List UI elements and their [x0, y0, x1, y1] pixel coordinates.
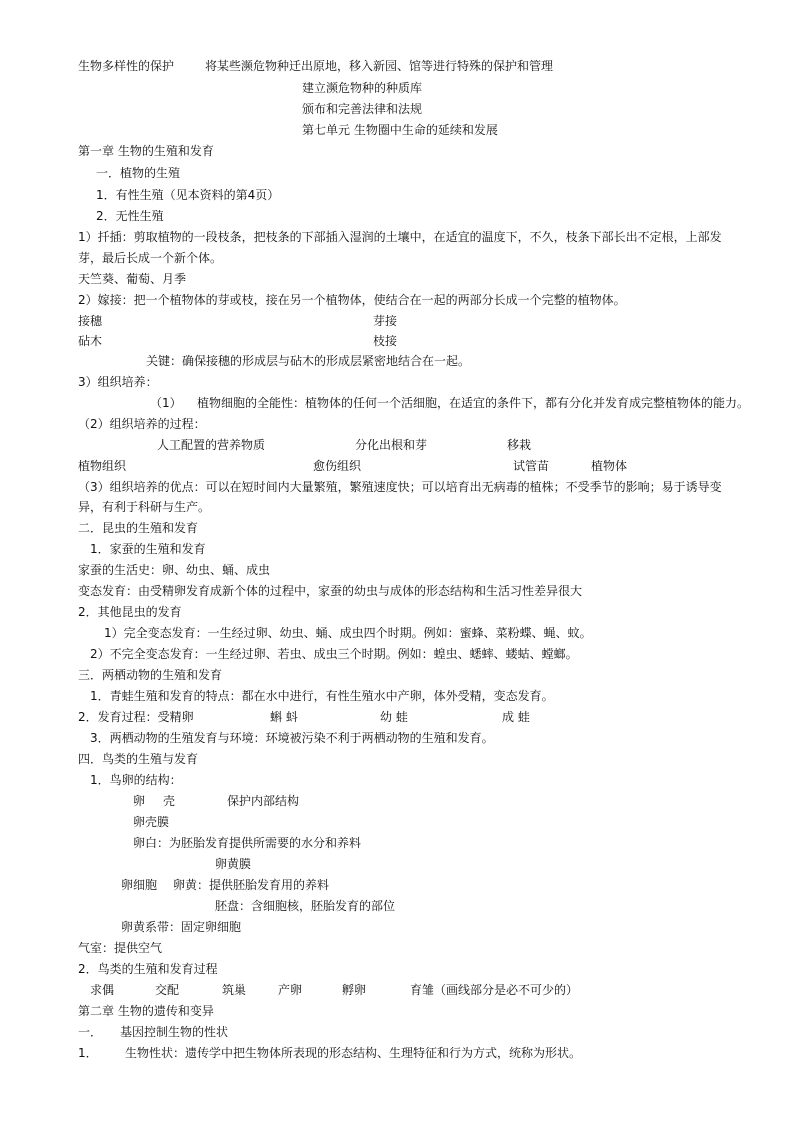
chapter-heading: 第一章 生物的生殖和发育: [78, 144, 214, 158]
text-line: 2．鸟类的生殖和发育过程: [78, 962, 218, 976]
text-line: 蝌 蚪: [270, 710, 298, 724]
section-heading: 一．植物的生殖: [96, 166, 181, 180]
text-line: 2．其他昆虫的发育: [78, 605, 182, 619]
text-line: 生物性状：遗传学中把生物体所表现的形态结构、生理特征和行为方式，统称为形状。: [125, 1046, 582, 1060]
text-line: 植物细胞的全能性：植物体的任何一个活细胞，在适宜的条件下，都有分化并发育成完整植物体的能力。: [197, 396, 750, 410]
text-line: （2）组织培养的过程：: [78, 417, 206, 431]
text-line: 1．家蚕的生殖和发育: [90, 542, 206, 556]
text-line: 一．: [78, 1025, 103, 1039]
text-line: 1．青蛙生殖和发育的特点：都在水中进行，有性生殖水中产卵，体外受精，变态发育。: [90, 689, 554, 703]
section-heading: 基因控制生物的性状: [120, 1025, 229, 1039]
text-line: 异，有利于科研与生产。: [78, 500, 211, 514]
section-heading: 二．昆虫的生殖和发育: [78, 521, 199, 535]
text-line: 移栽: [507, 438, 532, 452]
text-line: 胚盘：含细胞核，胚胎发育的部位: [215, 899, 396, 913]
text-line: 变态发育：由受精卵发育成新个体的过程中，家蚕的幼虫与成体的形态结构和生活习性差异很大: [78, 584, 583, 598]
text-line: 卵黄膜: [215, 857, 252, 871]
text-line: 3．两栖动物的生殖发育与环境：环境被污染不利于两栖动物的生殖和发育。: [90, 731, 494, 745]
text-line: 1）扦插：剪取植物的一段枝条，把枝条的下部插入湿润的土壤中，在适宜的温度下，不久，枝条下部长出不定根，上部发: [78, 230, 722, 244]
text-line: 建立濒危物种的种质库: [302, 81, 423, 95]
text-line: 产卵: [278, 983, 303, 997]
text-line: （3）组织培养的优点：可以在短时间内大量繁殖，繁殖速度快；可以培育出无病毒的植株；不受季节的影响；易于诱导变: [78, 480, 722, 494]
text-line: 人工配置的营养物质: [157, 438, 266, 452]
section-heading: 四．鸟类的生殖与发育: [78, 752, 199, 766]
text-line: 1）完全变态发育：一生经过卵、幼虫、蛹、成虫四个时期。例如：蜜蜂、菜粉蝶、蝇、蚊。: [104, 626, 592, 640]
text-line: 植物体: [591, 459, 628, 473]
text-line: 育雏（画线部分是必不可少的）: [410, 983, 579, 997]
text-line: 枝接: [373, 334, 398, 348]
text-line: 交配: [155, 983, 180, 997]
text-line: 卵壳膜: [133, 815, 170, 829]
text-line: 家蚕的生活史：卵、幼虫、蛹、成虫: [78, 563, 271, 577]
text-line: 3）组织培养：: [78, 375, 158, 389]
text-line: 植物组织: [78, 459, 127, 473]
text-line: 芽接: [373, 314, 398, 328]
text-line: 求偶: [90, 983, 115, 997]
text-line: 卵细胞: [121, 878, 158, 892]
text-line: 成 蛙: [502, 710, 530, 724]
text-line: 芽，最后长成一个新个体。: [78, 251, 223, 265]
text-line: （1）: [150, 396, 182, 410]
text-line: 孵卵: [342, 983, 367, 997]
section-heading: 第七单元 生物圈中生命的延续和发展: [302, 123, 498, 137]
text-line: 卵黄：提供胚胎发育用的养料: [173, 878, 330, 892]
text-line: 生物多样性的保护: [78, 59, 175, 73]
text-line: 颁布和完善法律和法规: [302, 102, 423, 116]
text-line: 2．无性生殖: [96, 209, 164, 223]
text-line: 保护内部结构: [227, 794, 300, 808]
text-line: 幼 蛙: [380, 710, 408, 724]
chapter-heading: 第二章 生物的遗传和变异: [78, 1004, 214, 1018]
text-line: 砧木: [78, 334, 103, 348]
text-line: 1．有性生殖（见本资料的第4页）: [96, 188, 280, 202]
text-line: 2．发育过程：受精卵: [78, 710, 194, 724]
section-heading: 三．两栖动物的生殖和发育: [78, 668, 223, 682]
text-line: 壳: [163, 794, 176, 808]
text-line: 愈伤组织: [313, 459, 362, 473]
text-line: 接穗: [78, 314, 103, 328]
text-line: 天竺葵、葡萄、月季: [78, 272, 187, 286]
text-line: 1．鸟卵的结构：: [90, 773, 182, 787]
text-line: 卵: [133, 794, 146, 808]
text-line: 气室：提供空气: [78, 941, 163, 955]
text-line: 关键：确保接穗的形成层与砧木的形成层紧密地结合在一起。: [146, 354, 471, 368]
text-line: 分化出根和芽: [355, 438, 428, 452]
text-line: 试管苗: [513, 459, 550, 473]
text-line: 卵白：为胚胎发育提供所需要的水分和养料: [133, 836, 362, 850]
text-line: 筑巢: [222, 983, 247, 997]
text-line: 卵黄系带：固定卵细胞: [121, 920, 242, 934]
text-line: 将某些濒危物种迁出原地，移入新园、馆等进行特殊的保护和管理: [205, 59, 554, 73]
text-line: 2）不完全变态发育：一生经过卵、若虫、成虫三个时期。例如：蝗虫、蟋蟀、蝼蛄、螳螂。: [90, 647, 578, 661]
text-line: 1．: [78, 1046, 98, 1060]
text-line: 2）嫁接：把一个植物体的芽或枝，接在另一个植物体，使结合在一起的两部分长成一个完整的植物体。: [78, 293, 626, 307]
